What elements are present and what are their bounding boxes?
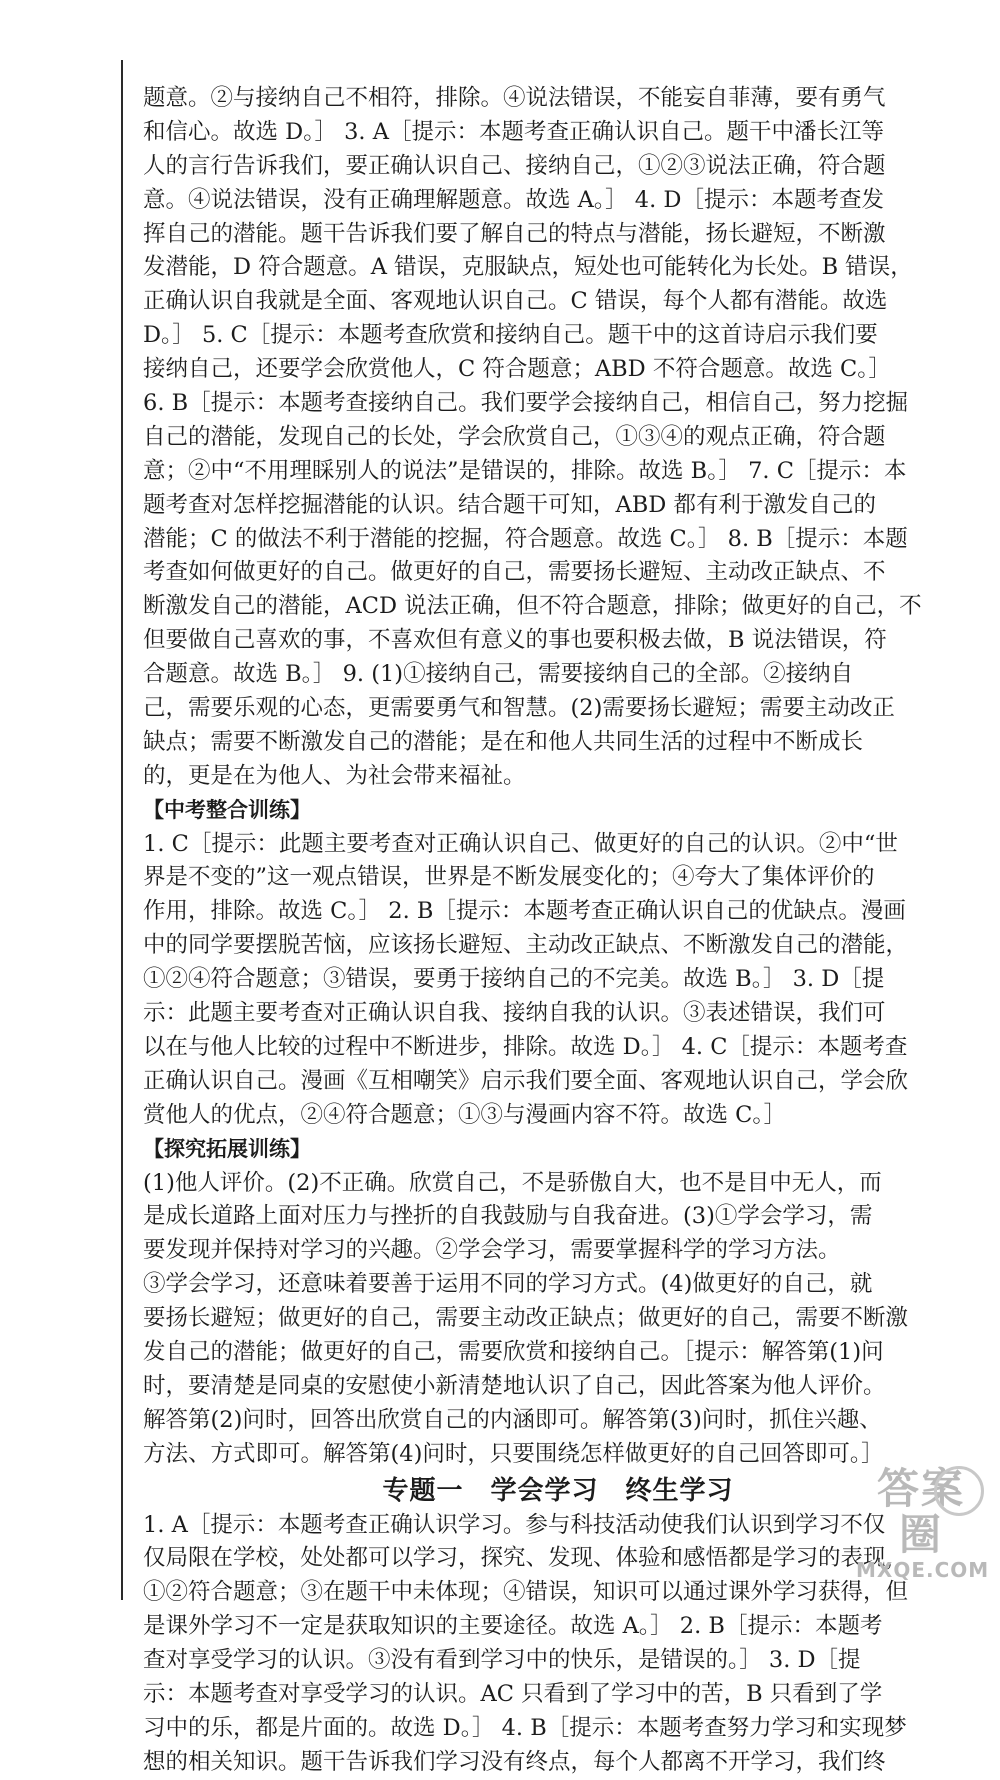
text-line: D。］ 5. C［提示：本题考查欣赏和接纳自己。题干中的这首诗启示我们要 xyxy=(143,322,878,349)
text-line: ①②符合题意；③在题干中未体现；④错误，知识可以通过课外学习获得，但 xyxy=(143,1579,909,1606)
watermark-url: MXQE.COM xyxy=(856,1558,990,1582)
text-line: 缺点；需要不断激发自己的潜能；是在和他人共同生活的过程中不断成长 xyxy=(143,728,864,755)
watermark-circle-icon xyxy=(934,1466,984,1516)
text-line: 挥自己的潜能。题干告诉我们要了解自己的特点与潜能，扬长避短，不断激 xyxy=(143,220,886,247)
text-line: 要扬长避短；做更好的自己，需要主动改正缺点；做更好的自己，需要不断激 xyxy=(143,1305,909,1332)
text-line: 示：本题考查对享受学习的认识。AC 只看到了学习中的苦，B 只看到了学 xyxy=(143,1680,883,1707)
topic-title: 专题一 学会学习 终生学习 xyxy=(382,1475,734,1506)
section-exam-integration xyxy=(143,828,973,1133)
text-line: 查对享受学习的认识。③没有看到学习中的快乐，是错误的。］ 3. D［提 xyxy=(143,1647,861,1674)
text-line: 断激发自己的潜能，ACD 说法正确，但不符合题意，排除；做更好的自己，不 xyxy=(143,593,922,620)
text-line: 正确认识自我就是全面、客观地认识自己。C 错误，每个人都有潜能。故选 xyxy=(143,288,888,315)
watermark-logo: 答案圈 xyxy=(876,1464,965,1559)
text-line: 正确认识自己。漫画《互相嘲笑》启示我们要全面、客观地认识自己，学会欣 xyxy=(143,1067,909,1094)
text-line: 意。④说法错误，没有正确理解题意。故选 A。］ 4. D［提示：本题考查发 xyxy=(143,186,884,213)
text-line: 题考查对怎样挖掘潜能的认识。结合题干可知，ABD 都有利于激发自己的 xyxy=(143,491,876,518)
text-line: 自己的潜能，发现自己的长处，学会欣赏自己，①③④的观点正确，符合题 xyxy=(143,423,886,450)
text-line: 接纳自己，还要学会欣赏他人，C 符合题意；ABD 不符合题意。故选 C。］ xyxy=(143,356,891,383)
text-line: 习中的乐，都是片面的。故选 D。］ 4. B［提示：本题考查努力学习和实现梦 xyxy=(143,1714,907,1741)
margin-rule xyxy=(121,60,123,1600)
text-line: 发潜能，D 符合题意。A 错误，克服缺点，短处也可能转化为长处。B 错误， xyxy=(143,254,913,281)
text-line: 和信心。故选 D。］ 3. A［提示：本题考查正确认识自己。题干中潘长江等 xyxy=(143,118,884,145)
text-line: 界是不变的”这一观点错误，世界是不断发展变化的；④夸大了集体评价的 xyxy=(143,864,875,891)
text-line: 发自己的潜能；做更好的自己，需要欣赏和接纳自己。［提示：解答第(1)问 xyxy=(143,1338,884,1365)
text-line: 以在与他人比较的过程中不断进步，排除。故选 D。］ 4. C［提示：本题考查 xyxy=(143,1033,908,1060)
text-line: ①②④符合题意；③错误，要勇于接纳自己的不完美。故选 B。］ 3. D［提 xyxy=(143,966,885,993)
text-line: 题意。②与接纳自己不相符，排除。④说法错误，不能妄自菲薄，要有勇气 xyxy=(143,85,886,111)
heading-exam-integration: 【中考整合训练】 xyxy=(143,797,311,822)
text-line: 要发现并保持对学习的兴趣。②学会学习，需要掌握科学的学习方法。 xyxy=(143,1237,841,1264)
section-self-acceptance xyxy=(143,82,973,794)
text-line: 意；②中“不用理睬别人的说法”是错误的，排除。故选 B。］ 7. C［提示：本 xyxy=(143,457,907,484)
text-line: 仅局限在学校，处处都可以学习，探究、发现、体验和感悟都是学习的表现， xyxy=(143,1545,909,1572)
heading-inquiry-extension: 【探究拓展训练】 xyxy=(143,1136,311,1161)
text-line: 方法、方式即可。解答第(4)问时，只要围绕怎样做更好的自己回答即可。］ xyxy=(143,1440,884,1467)
text-line: 想的相关知识。题干告诉我们学习没有终点，每个人都离不开学习，我们终 xyxy=(143,1748,886,1775)
text-line: 作用，排除。故选 C。］ 2. B［提示：本题考查正确认识自己的优缺点。漫画 xyxy=(143,898,906,925)
text-line: 但要做自己喜欢的事，不喜欢但有意义的事也要积极去做，B 说法错误，符 xyxy=(143,627,887,654)
text-line: 的，更是在为他人、为社会带来福祉。 xyxy=(143,762,526,789)
text-line: 中的同学要摆脱苦恼，应该扬长避短、主动改正缺点、不断激发自己的潜能， xyxy=(143,932,909,959)
text-line: 是成长道路上面对压力与挫折的自我鼓励与自我奋进。(3)①学会学习，需 xyxy=(143,1203,873,1230)
text-line: 1. C［提示：此题主要考查对正确认识自己、做更好的自己的认识。②中“世 xyxy=(143,830,898,857)
text-line: 潜能；C 的做法不利于潜能的挖掘，符合题意。故选 C。］ 8. B［提示：本题 xyxy=(143,525,908,552)
text-line: 时，要清楚是同桌的安慰使小新清楚地认识了自己，因此答案为他人评价。 xyxy=(143,1372,886,1399)
text-line: 赏他人的优点，②④符合题意；①③与漫画内容不符。故选 C。］ xyxy=(143,1101,787,1128)
text-line: 1. A［提示：本题考查正确认识学习。参与科技活动使我们认识到学习不仅 xyxy=(143,1511,886,1538)
answer-page xyxy=(143,82,973,1780)
text-line: 人的言行告诉我们，要正确认识自己、接纳自己，①②③说法正确，符合题 xyxy=(143,152,886,179)
text-line: 合题意。故选 B。］ 9. (1)①接纳自己，需要接纳自己的全部。②接纳自 xyxy=(143,661,854,688)
text-line: 6. B［提示：本题考查接纳自己。我们要学会接纳自己，相信自己，努力挖掘 xyxy=(143,390,909,417)
text-line: 示：此题主要考查对正确认识自我、接纳自我的认识。③表述错误，我们可 xyxy=(143,1000,886,1027)
section-inquiry-extension xyxy=(143,1167,973,1472)
text-line: (1)他人评价。(2)不正确。欣赏自己，不是骄傲自大，也不是目中无人，而 xyxy=(143,1169,882,1196)
section-topic-one xyxy=(143,1509,973,1780)
text-line: 是课外学习不一定是获取知识的主要途径。故选 A。］ 2. B［提示：本题考 xyxy=(143,1613,883,1640)
text-line: ③学会学习，还意味着要善于运用不同的学习方式。(4)做更好的自己，就 xyxy=(143,1271,873,1298)
watermark xyxy=(856,1464,990,1582)
text-line: 己，需要乐观的心态，更需要勇气和智慧。(2)需要扬长避短；需要主动改正 xyxy=(143,695,895,722)
text-line: 解答第(2)问时，回答出欣赏自己的内涵即可。解答第(3)问时，抓住兴趣、 xyxy=(143,1406,882,1433)
text-line: 考查如何做更好的自己。做更好的自己，需要扬长避短、主动改正缺点、不 xyxy=(143,559,886,586)
